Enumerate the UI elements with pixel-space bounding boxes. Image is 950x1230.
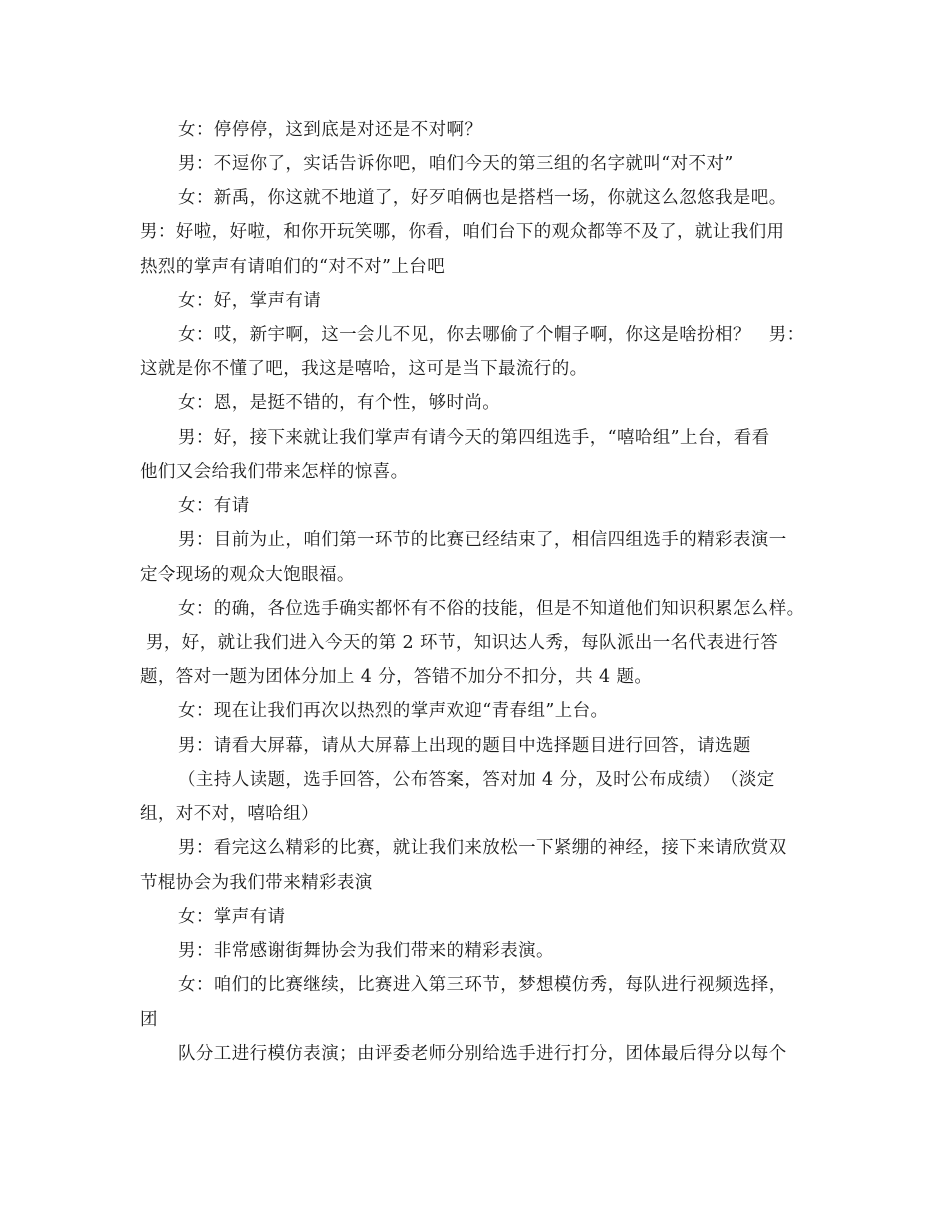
text-line-13: 男：目前为止，咱们第一环节的比赛已经结束了，相信四组选手的精彩表演一 [178, 530, 787, 550]
text-line-27: 团 [140, 1010, 158, 1030]
text-line-18: 女：现在让我们再次以热烈的掌声欢迎“青春组”上台。 [178, 701, 609, 721]
text-line-5: 热烈的掌声有请咱们的“对不对”上台吧 [140, 257, 446, 277]
text-line-14: 定令现场的观众大饱眼福。 [140, 565, 355, 585]
text-line-22: 男：看完这么精彩的比赛，就让我们来放松一下紧绷的神经，接下来请欣赏双 [178, 838, 787, 858]
text-line-8: 这就是你不懂了吧，我这是嘻哈，这可是当下最流行的。 [140, 359, 588, 379]
text-line-23: 节棍协会为我们带来精彩表演 [140, 873, 373, 893]
text-line-10: 男：好，接下来就让我们掌声有请今天的第四组选手，“嘻哈组”上台，看看 [178, 428, 770, 448]
text-line-24: 女：掌声有请 [178, 907, 286, 927]
text-line-3: 女：新禹，你这就不地道了，好歹咱俩也是搭档一场，你就这么忽悠我是吧。 [178, 188, 787, 208]
text-line-11: 他们又会给我们带来怎样的惊喜。 [140, 462, 409, 482]
text-line-12: 女：有请 [178, 496, 250, 516]
text-line-6: 女：好，掌声有请 [178, 291, 322, 311]
text-line-15: 女：的确，各位选手确实都怀有不俗的技能，但是不知道他们知识积累怎么样。 [178, 599, 805, 619]
text-line-17: 题，答对一题为团体分加上 4 分，答错不加分不扣分，共 4 题。 [140, 667, 653, 687]
text-line-7: 女：哎，新宇啊，这一会儿不见，你去哪偷了个帽子啊，你这是啥扮相？ 男： [178, 325, 805, 345]
text-line-1: 女：停停停，这到底是对还是不对啊？ [178, 120, 483, 140]
text-line-25: 男：非常感谢街舞协会为我们带来的精彩表演。 [178, 941, 554, 961]
text-line-4: 男：好啦，好啦，和你开玩笑哪，你看，咱们台下的观众都等不及了，就让我们用 [140, 222, 785, 242]
text-line-16: 男，好，就让我们进入今天的第 2 环节，知识达人秀，每队派出一名代表进行答 [146, 633, 779, 653]
text-line-20: （主持人读题，选手回答，公布答案，答对加 4 分，及时公布成绩） （淡定 [178, 770, 775, 790]
text-line-28: 队分工进行模仿表演；由评委老师分别给选手进行打分，团体最后得分以每个 [178, 1044, 787, 1064]
text-line-26: 女：咱们的比赛继续，比赛进入第三环节，梦想模仿秀，每队进行视频选择， [178, 975, 787, 995]
text-line-2: 男：不逗你了，实话告诉你吧，咱们今天的第三组的名字就叫“对不对” [178, 154, 734, 174]
text-line-9: 女：恩，是挺不错的，有个性，够时尚。 [178, 393, 501, 413]
text-line-19: 男：请看大屏幕，请从大屏幕上出现的题目中选择题目进行回答，请选题 [178, 736, 751, 756]
text-line-21: 组，对不对，嘻哈组） [140, 804, 319, 824]
